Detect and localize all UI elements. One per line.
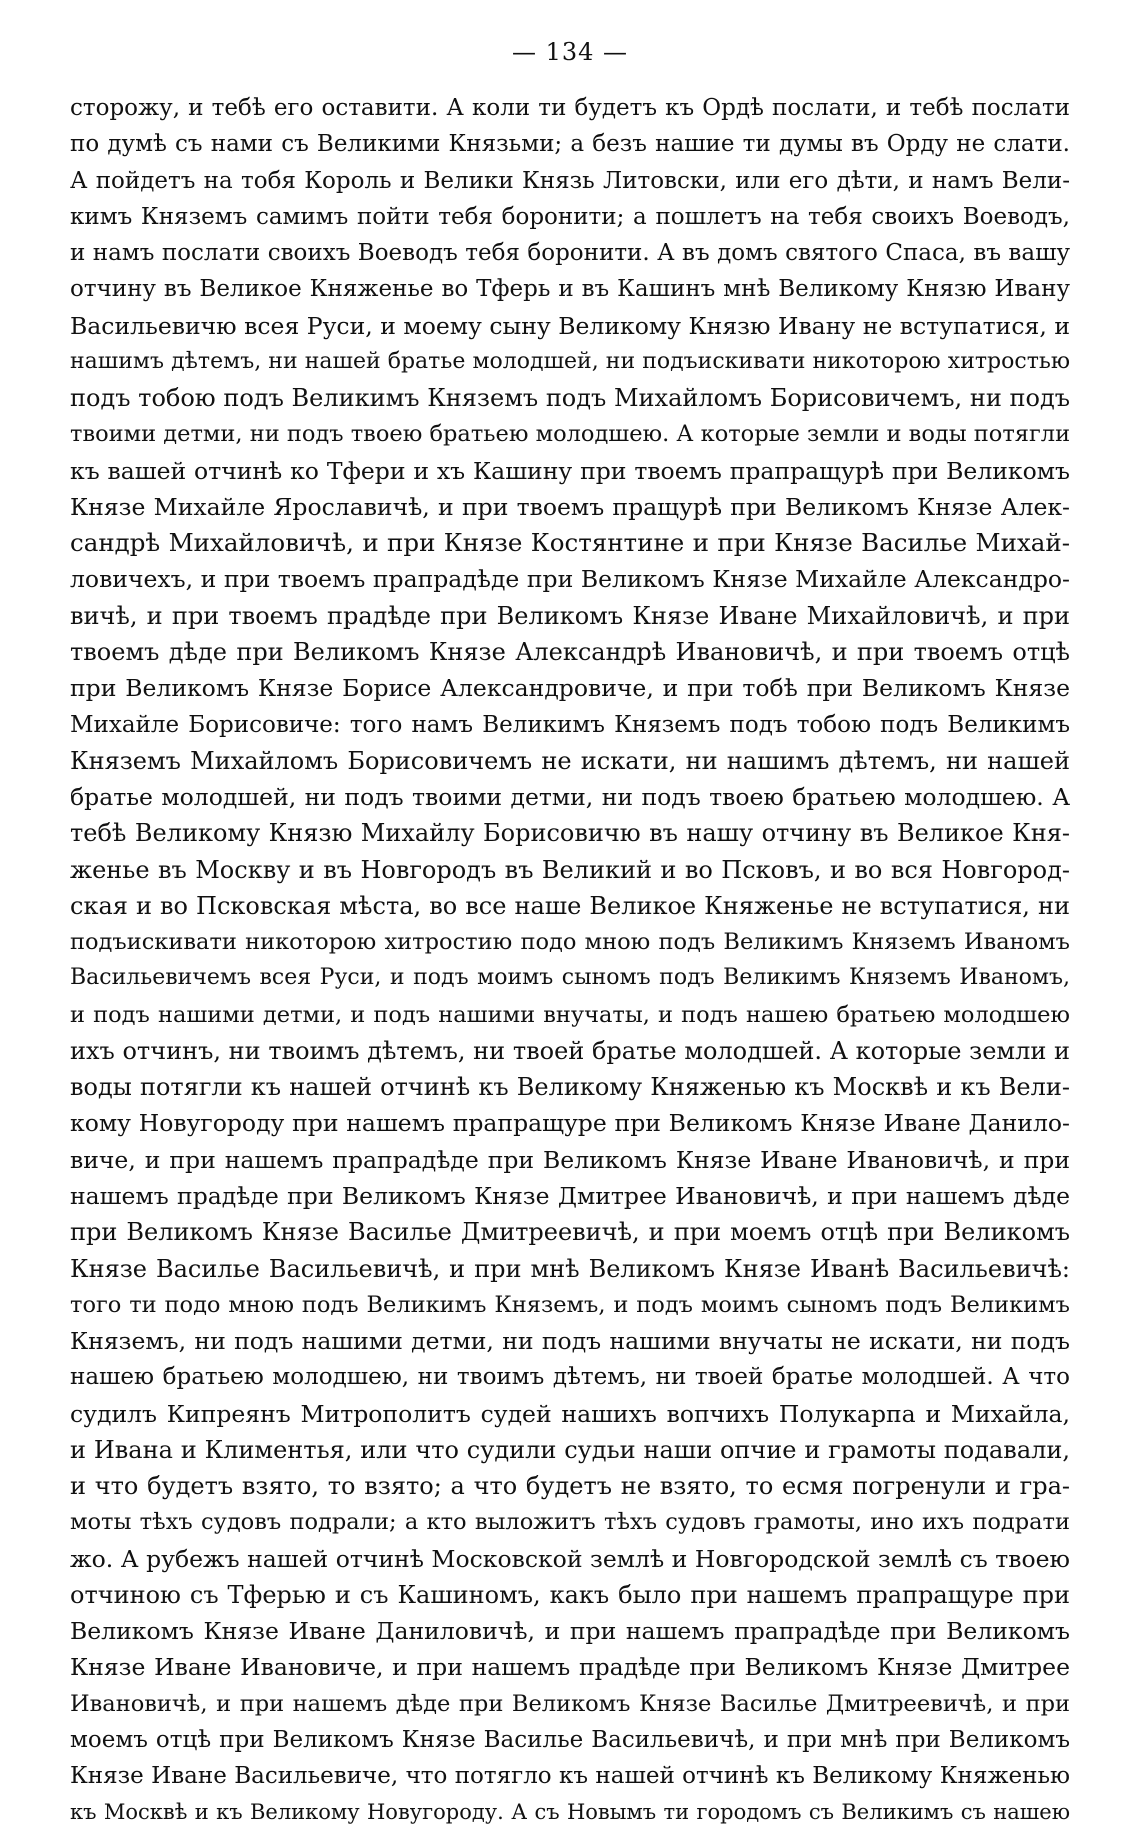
text-line: ихъ отчинъ, ни твоимъ дѣтемъ, ни твоей братье молодшей. А которые земли и	[70, 1036, 1070, 1065]
text-line: къ Москвѣ и къ Великому Новугороду. А съ Новымъ ти городомъ съ Великимъ съ нашею	[70, 1800, 1070, 1825]
text-line: Ивановичѣ, и при нашемъ дѣде при Великомъ Князе Василье Дмитреевичѣ, и при	[70, 1690, 1070, 1717]
text-line: къ вашей отчинѣ ко Тфери и хъ Кашину при твоемъ прапращурѣ при Великомъ	[70, 456, 1070, 485]
text-line: сторожу, и тебѣ его оставити. А коли ти будетъ къ Ордѣ послати, и тебѣ послати	[70, 95, 1070, 121]
text-line: нашею братьею молодшею, ни твоимъ дѣтемъ, ни твоей братье молодшей. А что	[70, 1364, 1070, 1391]
text-line: и намъ послати своихъ Воеводъ тебя боронити. А въ домъ святого Спаса, въ вашу	[70, 240, 1070, 267]
text-line: Князе Иване Ивановиче, и при нашемъ прадѣде при Великомъ Князе Дмитрее	[70, 1653, 1070, 1682]
text-line: подъ тобою подъ Великимъ Княземъ подъ Михайломъ Борисовичемъ, ни подъ	[70, 384, 1070, 413]
body-text	[70, 90, 1070, 1831]
text-line: твоемъ дѣде при Великомъ Князе Александрѣ Ивановичѣ, и при твоемъ отцѣ	[70, 637, 1070, 666]
text-line: твоими детми, ни подъ твоею братьею молодшею. А которые земли и воды потягли	[70, 421, 1070, 448]
text-line: Князе Василье Васильевичѣ, и при мнѣ Великомъ Князе Иванѣ Васильевичѣ:	[70, 1254, 1070, 1283]
text-line: Васильевичю всея Руси, и моему сыну Великому Князю Ивану не вступатися, и	[70, 311, 1070, 340]
text-line: женье въ Москву и въ Новгородъ въ Великий и во Псковъ, и во вся Новгород-	[70, 855, 1070, 884]
text-line: нашемъ прадѣде при Великомъ Князе Дмитрее Ивановичѣ, и при нашемъ дѣде	[70, 1181, 1070, 1210]
text-line: отчиною съ Тферью и съ Кашиномъ, какъ было при нашемъ прапращуре при	[70, 1580, 1070, 1609]
text-line: подъискивати никоторою хитростию подо мною подъ Великимъ Княземъ Иваномъ	[70, 929, 1070, 956]
text-line: моты тѣхъ судовъ подрали; а кто выложитъ тѣхъ судовъ грамоты, ино ихъ подрати	[70, 1509, 1070, 1536]
text-line: отчину въ Великое Княженье во Тферь и въ Кашинъ мнѣ Великому Князю Ивану	[70, 276, 1070, 303]
text-line: воды потягли къ нашей отчинѣ къ Великому Княженью къ Москвѣ и къ Вели-	[70, 1073, 1070, 1102]
text-line: и Ивана и Климентья, или что судили судьи наши опчие и грамоты подавали,	[70, 1435, 1070, 1464]
text-line: Васильевичемъ всея Руси, и подъ моимъ сыномъ подъ Великимъ Княземъ Иваномъ,	[70, 965, 1070, 991]
text-line: жо. А рубежъ нашей отчинѣ Московской землѣ и Новгородской землѣ съ твоею	[70, 1544, 1070, 1573]
text-line: сандрѣ Михайловичѣ, и при Князе Костянтине и при Князе Василье Михай-	[70, 528, 1070, 558]
text-line: при Великомъ Князе Василье Дмитреевичѣ, и при моемъ отцѣ при Великомъ	[70, 1218, 1070, 1247]
text-line: кому Новугороду при нашемъ прапращуре при Великомъ Князе Иване Данило-	[70, 1109, 1070, 1138]
text-line: Михайле Борисовиче: того намъ Великимъ Княземъ подъ тобою подъ Великимъ	[70, 711, 1070, 738]
text-line: ская и во Псковская мѣста, во все наше Великое Княженье не вступатися, ни	[70, 891, 1070, 920]
text-line: того ти подо мною подъ Великимъ Княземъ, и подъ моимъ сыномъ подъ Великимъ	[70, 1291, 1070, 1318]
text-line: Княземъ, ни подъ нашими детми, ни подъ нашими внучаты не искати, ни подъ	[70, 1327, 1070, 1356]
text-line: тебѣ Великому Князю Михайлу Борисовичю въ нашу отчину въ Великое Кня-	[70, 819, 1070, 848]
text-line: Князе Иване Васильевиче, что потягло къ нашей отчинѣ къ Великому Княженью	[70, 1763, 1070, 1790]
text-line: виче, и при нашемъ прапрадѣде при Великомъ Князе Иване Ивановичѣ, и при	[70, 1145, 1070, 1174]
text-line: кимъ Княземъ самимъ пойти тебя боронити; а пошлетъ на тебя своихъ Воеводъ,	[70, 203, 1070, 230]
page-number: — 134 —	[511, 38, 629, 66]
text-line: Великомъ Князе Иване Даниловичѣ, и при нашемъ прапрадѣде при Великомъ	[70, 1617, 1070, 1646]
text-line: судилъ Кипреянъ Митрополитъ судей нашихъ вопчихъ Полукарпа и Михайла,	[70, 1399, 1070, 1428]
text-line: по думѣ съ нами съ Великими Князьми; а безъ нашие ти думы въ Орду не слати.	[70, 131, 1070, 158]
text-line: ловичехъ, и при твоемъ прапрадѣде при Великомъ Князе Михайле Александро-	[70, 565, 1070, 594]
text-line: Князе Михайле Ярославичѣ, и при твоемъ пращурѣ при Великомъ Князе Алек-	[70, 492, 1070, 521]
text-line: и что будетъ взято, то взято; а что будетъ не взято, то есмя погренули и гра-	[70, 1472, 1070, 1501]
text-line: вичѣ, и при твоемъ прадѣде при Великомъ Князе Иване Михайловичѣ, и при	[70, 601, 1070, 630]
text-line: и подъ нашими детми, и подъ нашими внучаты, и подъ нашею братьею молодшею	[70, 1001, 1070, 1028]
text-line: Княземъ Михайломъ Борисовичемъ не искати, ни нашимъ дѣтемъ, ни нашей	[70, 746, 1070, 775]
text-line: нашимъ дѣтемъ, ни нашей братье молодшей, ни подъискивати никоторою хитростью	[70, 348, 1070, 374]
text-line: А пойдетъ на тобя Король и Велики Князь Литовски, или его дѣти, и намъ Вели-	[70, 167, 1070, 194]
text-line: моемъ отцѣ при Великомъ Князе Василье Васильевичѣ, и при мнѣ при Великомъ	[70, 1726, 1070, 1753]
text-line: братье молодшей, ни подъ твоими детми, ни подъ твоею братьею молодшею. А	[70, 783, 1070, 812]
text-line: при Великомъ Князе Борисе Александровиче, и при тобѣ при Великомъ Князе	[70, 674, 1070, 703]
